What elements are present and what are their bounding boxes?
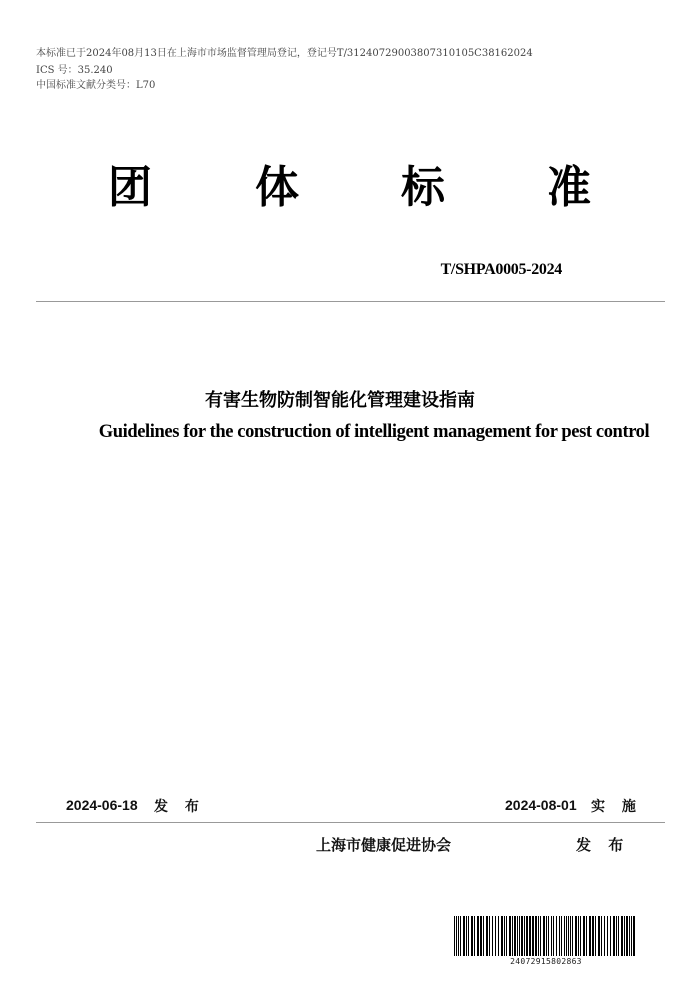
- barcode-bar: [556, 916, 557, 956]
- barcode-bar: [501, 916, 503, 956]
- barcode-bar: [631, 916, 632, 956]
- heading-char: 标: [401, 162, 445, 213]
- barcode-bar: [529, 916, 531, 956]
- barcode-bar: [498, 916, 499, 956]
- ics-number: ICS 号：35.240: [36, 65, 113, 76]
- barcode-bar: [538, 916, 539, 956]
- barcode-bar: [610, 916, 611, 956]
- publisher-name: 上海市健康促进协会: [316, 836, 452, 854]
- barcode-bar: [572, 916, 573, 956]
- registration-notice: 本标准已于2024年08月13日在上海市市场监督管理局登记，登记号T/31240729003807310105C38162024: [36, 48, 533, 59]
- chinese-title: 有害生物防制智能化管理建设指南: [205, 390, 475, 411]
- barcode-bar: [492, 916, 493, 956]
- barcode-bar: [595, 916, 596, 956]
- bottom-divider: [36, 822, 665, 823]
- barcode-bar: [592, 916, 594, 956]
- barcode-bar: [514, 916, 516, 956]
- barcode-bar: [463, 916, 465, 956]
- english-title: Guidelines for the construction of intelligent management for pest control: [98, 422, 650, 442]
- barcode-bar: [504, 916, 505, 956]
- heading-char: 体: [255, 162, 299, 213]
- barcode-bar: [561, 916, 562, 956]
- barcode-bar: [466, 916, 467, 956]
- barcode-bar: [604, 916, 605, 956]
- barcode-bar: [586, 916, 587, 956]
- standard-type-heading: [0, 160, 700, 220]
- barcode-bar: [580, 916, 581, 956]
- barcode-bar: [509, 916, 511, 956]
- barcode-bar: [474, 916, 475, 956]
- barcode-bar: [629, 916, 630, 956]
- implement-date: 2024-08-01: [505, 797, 577, 813]
- barcode-bars: [454, 916, 638, 956]
- barcode-bar: [624, 916, 625, 956]
- barcode-bar: [521, 916, 523, 956]
- top-divider: [36, 301, 665, 302]
- barcode-bar: [546, 916, 547, 956]
- barcode-bar: [583, 916, 585, 956]
- barcode-bar: [495, 916, 496, 956]
- barcode-bar: [540, 916, 541, 956]
- barcode-bar: [477, 916, 479, 956]
- barcode-bar: [471, 916, 473, 956]
- barcode-bar: [517, 916, 518, 956]
- barcode-bar: [526, 916, 528, 956]
- barcode-bar: [489, 916, 490, 956]
- publisher-label: 发 布: [576, 836, 630, 854]
- barcode-bar: [483, 916, 484, 956]
- barcode-bar: [456, 916, 457, 956]
- barcode-number: 24072915802863: [510, 957, 582, 966]
- barcode: [454, 916, 638, 970]
- classification-number: 中国标准文献分类号：L70: [36, 80, 156, 91]
- barcode-bar: [578, 916, 579, 956]
- barcode-bar: [524, 916, 525, 956]
- barcode-bar: [548, 916, 549, 956]
- barcode-bar: [589, 916, 591, 956]
- heading-char: 团: [108, 162, 152, 213]
- barcode-bar: [551, 916, 552, 956]
- barcode-bar: [575, 916, 577, 956]
- implement-label: 实 施: [591, 799, 642, 815]
- standard-number: T/SHPA0005-2024: [440, 261, 562, 278]
- barcode-bar: [480, 916, 482, 956]
- barcode-bar: [607, 916, 608, 956]
- barcode-bar: [564, 916, 565, 956]
- barcode-bar: [616, 916, 617, 956]
- barcode-bar: [633, 916, 635, 956]
- barcode-bar: [621, 916, 623, 956]
- barcode-bar: [519, 916, 520, 956]
- publish-date: 2024-06-18: [66, 797, 138, 813]
- barcode-bar: [566, 916, 567, 956]
- barcode-bar: [601, 916, 602, 956]
- barcode-bar: [512, 916, 513, 956]
- heading-char: 准: [547, 162, 591, 213]
- barcode-bar: [618, 916, 619, 956]
- publish-label: 发 布: [154, 799, 205, 815]
- barcode-bar: [570, 916, 571, 956]
- barcode-bar: [598, 916, 600, 956]
- barcode-bar: [460, 916, 461, 956]
- barcode-bar: [626, 916, 628, 956]
- barcode-bar: [553, 916, 554, 956]
- barcode-bar: [468, 916, 469, 956]
- barcode-bar: [568, 916, 569, 956]
- barcode-bar: [532, 916, 534, 956]
- barcode-bar: [559, 916, 560, 956]
- barcode-bar: [458, 916, 459, 956]
- barcode-bar: [613, 916, 615, 956]
- barcode-bar: [506, 916, 507, 956]
- barcode-bar: [535, 916, 537, 956]
- barcode-bar: [454, 916, 455, 956]
- barcode-bar: [543, 916, 545, 956]
- barcode-bar: [486, 916, 488, 956]
